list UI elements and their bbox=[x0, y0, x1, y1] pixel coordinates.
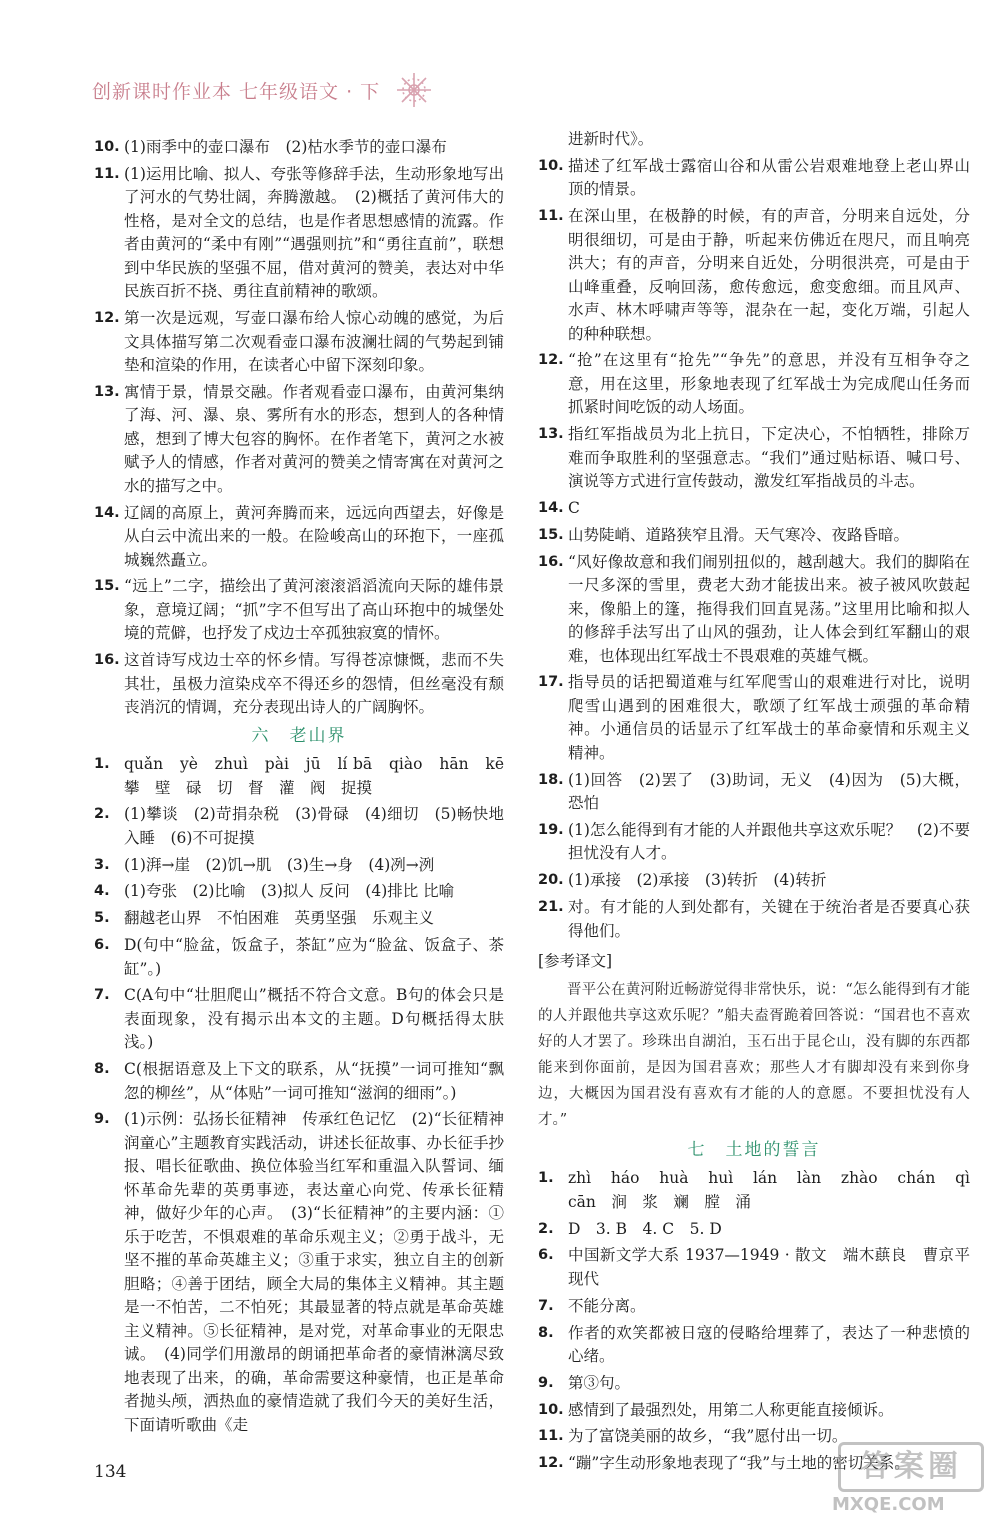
answer-number: 12. bbox=[94, 310, 120, 327]
answer-number: 10. bbox=[538, 1401, 564, 1418]
reference-translation-label: [参考译文] bbox=[538, 952, 613, 971]
answer-text: “风好像故意和我们闹别扭似的，越刮越大。我们的脚陷在一尺多深的雪里，费老大劲才能拔出来。被子被风吹鼓起来，像船上的篷，拖得我们回直晃荡。”这里用比喻和拟人的修辞手法写出了山风的强劲，让人体会到红军翻山的艰难，也体现出红军战士不畏艰难的英雄气概。 bbox=[568, 552, 970, 665]
answer-number: 17. bbox=[538, 674, 564, 691]
answer-item bbox=[538, 769, 970, 816]
answer-number: 1. bbox=[94, 756, 110, 773]
answer-number: 19. bbox=[538, 821, 564, 838]
answer-number: 10. bbox=[538, 157, 564, 174]
answer-text: 辽阔的高原上，黄河奔腾而来，远远向西望去，好像是从白云中流出来的一般。在险峻高山的环抱下，一座孤城巍然矗立。 bbox=[124, 503, 504, 569]
answer-text: 为了富饶美丽的故乡，“我”愿付出一切。 bbox=[568, 1427, 848, 1446]
answer-text: D 3. B 4. C 5. D bbox=[568, 1219, 722, 1238]
answer-item bbox=[538, 524, 970, 548]
answer-text: C(根据语意及上下文的联系，从“抚摸”一词可推知“飘忽的柳丝”，从“体贴”一词可推知“滋润的细雨”。) bbox=[124, 1060, 504, 1102]
answer-text: 不能分离。 bbox=[568, 1296, 646, 1315]
answer-number: 14. bbox=[538, 499, 564, 516]
answer-text: (1)湃→崖 (2)饥→肌 (3)生→身 (4)冽→洌 bbox=[124, 855, 435, 874]
answer-number: 10. bbox=[94, 139, 120, 155]
answer-item bbox=[538, 497, 970, 521]
answer-item bbox=[94, 984, 504, 1055]
answer-text: 对。有才能的人到处都有，关键在于统治者是否要真心获得他们。 bbox=[568, 898, 970, 940]
answer-item bbox=[538, 349, 970, 420]
answer-number: 12. bbox=[538, 1455, 564, 1472]
answer-number: 18. bbox=[538, 771, 564, 788]
answer-text: (1)夸张 (2)比喻 (3)拟人 反问 (4)排比 比喻 bbox=[124, 882, 455, 901]
reference-translation: 晋平公在黄河附近畅游觉得非常快乐，说：“怎么能得到有才能的人并跟他共享这欢乐呢？”船夫盍胥跪着回答说：“国君也不喜欢好的人才罢了。珍珠出自湖泊，玉石出于昆仑山，没有脚的东西都能来到你面前，是因为国君喜欢；那些人才有脚却没有来到你身边，大概因为国君没有喜欢有才能的人的意愿。不要担忧没有人才。” bbox=[538, 982, 970, 1129]
snowflake-decoration-icon bbox=[394, 70, 434, 110]
answer-text: (1)运用比喻、拟人、夸张等修辞手法，生动形象地写出了河水的气势壮阔，奔腾激越。 (2)概括了黄河伟大的性格，是对全文的总结，也是作者思想感情的流露。作者由黄河的“柔中有刚”“遇强则抗”和“勇往直前”，联想到中华民族的坚强不屈，借对黄河的赞美，表达对中华民族百折不挠、勇往直前精神的歌颂。 bbox=[124, 164, 504, 301]
answer-item bbox=[94, 649, 504, 720]
answer-item bbox=[538, 671, 970, 765]
answer-number: 9. bbox=[94, 1111, 110, 1128]
answer-text: C(A句中“壮胆爬山”概括不符合文意。B句的体会只是表面现象，没有揭示出本文的主题。D句概括得太肤浅。) bbox=[124, 986, 504, 1052]
answer-item bbox=[538, 1167, 986, 1214]
answer-number: 21. bbox=[538, 899, 564, 916]
answer-text: D(句中“脸盆，饭盒子，茶缸”应为“脸盆、饭盒子、茶缸”。) bbox=[124, 936, 504, 978]
answer-item bbox=[538, 551, 970, 669]
answer-number: 12. bbox=[538, 352, 564, 369]
answer-item bbox=[94, 307, 504, 378]
answer-text: (1)示例：弘扬长征精神 传承红色记忆 (2)“长征精神润童心”主题教育实践活动，讲述长征故事、办长征手抄报、唱长征歌曲、换位体验当红军和重温入队誓词、缅怀革命先辈的英勇事迹，表达童心向党、传承长征精神，做好少年的心声。 (3)“长征精神”的主要内涵：①乐于吃苦，不惧艰难的革命乐观主义；②勇于战斗，无坚不摧的革命英雄主义；③重于求实，独立自主的创新胆略；④善于团结，顾全大局的集体主义精神。其主题是一不怕苦，二不怕死；其最显著的特点就是革命英雄主义精神。⑤长征精神，是对党，对革命事业的无限忠诚。 (4)同学们用激昂的朗诵把革命者的豪情淋漓尽致地表现了出来，的确，革命需要这种豪情，也正是革命者抛头颅，洒热血的豪情造就了我们今天的美好生活，下面请听歌曲《走 bbox=[124, 1110, 504, 1434]
answer-item bbox=[94, 753, 520, 800]
answer-number: 3. bbox=[94, 856, 110, 873]
answer-number: 11. bbox=[94, 165, 120, 182]
answer-number: 7. bbox=[94, 987, 110, 1004]
answer-text: 描述了红军战士露宿山谷和从雷公岩艰难地登上老山界山顶的情景。 bbox=[568, 156, 970, 199]
answer-number: 13. bbox=[94, 383, 120, 400]
answer-item bbox=[94, 803, 504, 850]
answer-number: 14. bbox=[94, 504, 120, 521]
answer-number: 6. bbox=[538, 1247, 554, 1264]
answer-number: 5. bbox=[94, 910, 110, 927]
answer-item bbox=[538, 1295, 970, 1319]
section-title-laoshanjie: 六 老山界 bbox=[251, 726, 347, 747]
answer-number: 15. bbox=[94, 578, 120, 595]
answer-item bbox=[538, 896, 970, 943]
answer-item bbox=[538, 1372, 970, 1396]
header-title: 创新课时作业本 七年级语文 · 下 bbox=[92, 80, 381, 103]
answer-item bbox=[94, 575, 504, 646]
answer-number: 15. bbox=[538, 526, 564, 543]
answer-text: 中国新文学大系 1937—1949 · 散文 端木蕻良 曹京平 现代 bbox=[568, 1246, 986, 1288]
answer-item bbox=[94, 934, 504, 981]
answer-number: 6. bbox=[94, 937, 110, 954]
answer-item bbox=[538, 205, 970, 346]
answer-item bbox=[94, 1108, 504, 1437]
answer-text: (1)雨季中的壶口瀑布 (2)枯水季节的壶口瀑布 bbox=[124, 138, 447, 156]
answer-text: 这首诗写戍边士卒的怀乡情。写得苍凉慷慨，悲而不失其壮，虽极力渲染戍卒不得还乡的怨情，但丝毫没有颓丧消沉的情调，充分表现出诗人的广阔胸怀。 bbox=[124, 651, 504, 717]
answer-item bbox=[538, 155, 970, 202]
answer-text: “远上”二字，描绘出了黄河滚滚滔滔流向天际的雄伟景象，意境辽阔；“抓”字不但写出了高山环抱中的城堡处境的荒僻，也抒发了戍边士卒孤独寂寞的情怀。 bbox=[124, 577, 504, 643]
answer-item bbox=[538, 819, 970, 866]
answer-text: 第③句。 bbox=[568, 1373, 631, 1392]
answer-item bbox=[94, 880, 504, 904]
answer-number: 11. bbox=[538, 1428, 564, 1445]
answer-text: zhì háo huà huì lán làn zhào chán qì cān 涧 浆 斓 膛 涌 bbox=[568, 1169, 986, 1211]
watermark-url: MXQE.COM bbox=[832, 1494, 945, 1515]
answer-text: 作者的欢笑都被日寇的侵略给埋葬了，表达了一种悲愤的心绪。 bbox=[568, 1323, 970, 1366]
answer-text: 山势陡峭、道路狭窄且滑。天气寒冷、夜路昏暗。 bbox=[568, 525, 910, 544]
answer-number: 2. bbox=[94, 806, 110, 823]
answer-item bbox=[538, 1322, 970, 1369]
answer-item bbox=[94, 163, 504, 304]
right-column bbox=[538, 128, 986, 1479]
answer-text: 寓情于景，情景交融。作者观看壶口瀑布，由黄河集纳了海、河、瀑、泉、雾所有水的形态，想到人的各种情感，想到了博大包容的胸怀。在作者笔下，黄河之水被赋予人的情感，作者对黄河的赞美之情寄寓在对黄河之水的描写之中。 bbox=[124, 382, 504, 495]
answer-number: 16. bbox=[538, 553, 564, 570]
answer-text: 翻越老山界 不怕困难 英勇坚强 乐观主义 bbox=[124, 909, 435, 928]
answer-number: 7. bbox=[538, 1297, 554, 1314]
answer-text: (1)回答 (2)罢了 (3)助词，无义 (4)因为 (5)大概，恐怕 bbox=[568, 770, 970, 813]
answer-item bbox=[94, 136, 504, 160]
answer-item bbox=[94, 502, 504, 573]
answer-number: 8. bbox=[538, 1324, 554, 1341]
answer-item bbox=[94, 854, 504, 878]
answer-number: 8. bbox=[94, 1061, 110, 1078]
answer-item bbox=[538, 1218, 970, 1242]
page-header bbox=[92, 70, 434, 110]
answer-text: “蹦”字生动形象地表现了“我”与土地的密切关系。 bbox=[568, 1454, 910, 1473]
answer-text: (1)攀谈 (2)苛捐杂税 (3)骨碌 (4)细切 (5)畅快地入睡 (6)不可捉摸 bbox=[124, 805, 504, 847]
answer-text: C bbox=[568, 498, 580, 517]
answer-text: “抢”在这里有“抢先”“争先”的意思，并没有互相争夺之意，用在这里，形象地表现了红军战士为完成爬山任务而抓紧时间吃饭的动人场面。 bbox=[568, 351, 970, 417]
answer-item bbox=[538, 1399, 970, 1423]
answer-text: quǎn yè zhuì pài jū lí bā qiào hān kē 攀 壁 碌 切 督 灌 阀 捉摸 bbox=[124, 755, 520, 797]
left-column bbox=[94, 136, 520, 1441]
answer-number: 20. bbox=[538, 872, 564, 889]
answer-text: 感情到了最强烈处，用第二人称更能直接倾诉。 bbox=[568, 1400, 894, 1419]
answer-item bbox=[538, 1244, 986, 1291]
answer-text: 进新时代》。 bbox=[568, 130, 654, 148]
watermark-logo: 答案圈 bbox=[838, 1442, 984, 1492]
answer-number: 2. bbox=[538, 1220, 554, 1237]
answer-item bbox=[94, 381, 504, 499]
answer-text: 第一次是远观，写壶口瀑布给人惊心动魄的感觉，为后文具体描写第二次观看壶口瀑布波澜壮阔的气势起到铺垫和渲染的作用，在读者心中留下深刻印象。 bbox=[124, 309, 504, 375]
answer-text: (1)怎么能得到有才能的人并跟他共享这欢乐呢？ (2)不要担忧没有人才。 bbox=[568, 820, 970, 863]
answer-number: 16. bbox=[94, 652, 120, 669]
answer-item bbox=[94, 907, 504, 931]
answer-item bbox=[94, 1058, 504, 1105]
answer-text: (1)承接 (2)承接 (3)转折 (4)转折 bbox=[568, 871, 827, 890]
answer-item bbox=[538, 423, 970, 494]
answer-number: 11. bbox=[538, 208, 564, 225]
answer-text: 在深山里，在极静的时候，有的声音，分明来自远处，分明很细切，可是由于静，听起来仿佛近在咫尺，而且响亮洪大；有的声音，分明来自近处，分明很洪亮，可是由于山峰重叠，反响回荡，愈传愈远，愈变愈细。而且风声、水声、林木呼啸声等等，混杂在一起，变化万端，引起人的种种联想。 bbox=[568, 207, 970, 343]
answer-item bbox=[538, 869, 970, 893]
answer-text: 指导员的话把蜀道难与红军爬雪山的艰难进行对比，说明爬雪山遇到的困难很大，歌颂了红军战士顽强的革命精神。小通信员的话显示了红军战士的革命豪情和乐观主义精神。 bbox=[568, 673, 970, 762]
answer-number: 13. bbox=[538, 426, 564, 443]
answer-number: 1. bbox=[538, 1170, 554, 1187]
section-title-tudi-de-shiyan: 七 土地的誓言 bbox=[687, 1140, 821, 1161]
answer-number: 9. bbox=[538, 1374, 554, 1391]
answer-number: 4. bbox=[94, 883, 110, 900]
page-number: 134 bbox=[94, 1462, 127, 1482]
answer-item bbox=[538, 128, 970, 152]
answer-text: 指红军指战员为北上抗日，下定决心，不怕牺牲，排除万难而争取胜利的坚强意志。“我们”通过贴标语、喊口号、演说等方式进行宣传鼓动，激发红军指战员的斗志。 bbox=[568, 425, 970, 491]
